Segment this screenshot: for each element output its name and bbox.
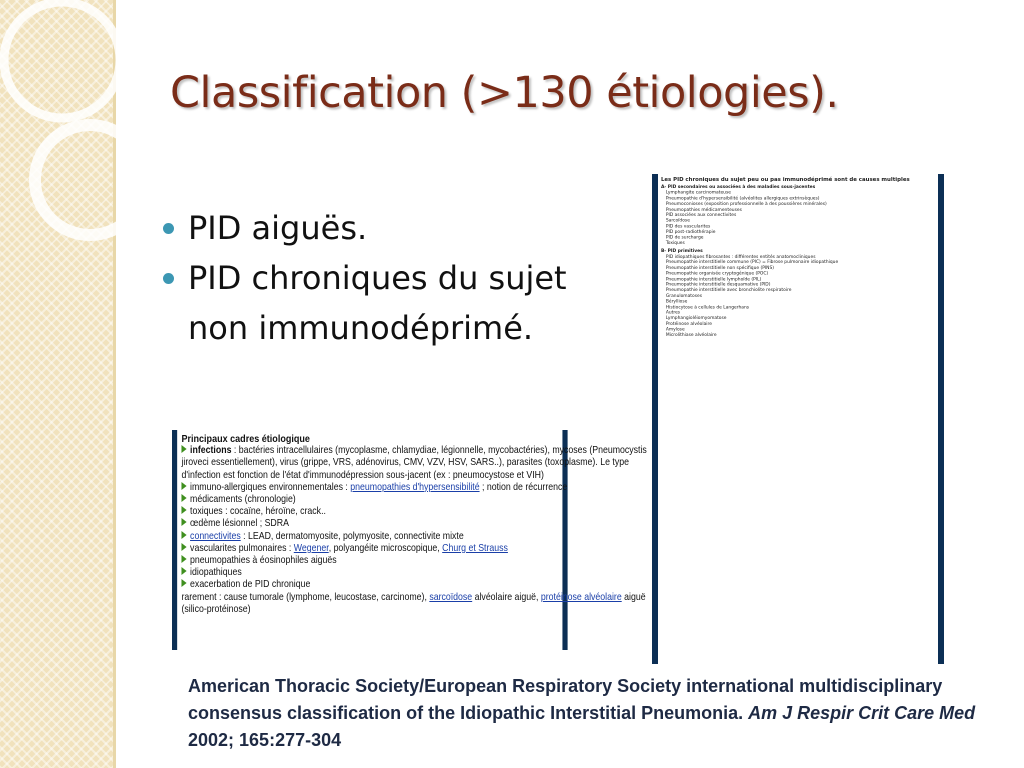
citation-text: American Thoracic Society/European Respiratory Society international multidisciplinary consensus classification of the Idiopathic Interstitial Pneumonia. — [188, 676, 943, 723]
etiology-link[interactable]: protéinose alvéolaire — [540, 591, 622, 603]
etiology-line — [181, 481, 568, 494]
etiology-text: d'infection est fonction de l'état d'immunodépression sous-jacent (ex : pneumocystose et VIH) — [181, 469, 544, 481]
document-line: Autres — [665, 310, 681, 316]
etiology-text: (silico-protéinose) — [181, 603, 251, 615]
document-line: Pneumopathie interstitielle commune (PIC) = Fibrose pulmonaire idiopathique — [665, 259, 839, 265]
etiology-text: , polyangéite microscopique, — [328, 542, 443, 554]
bullet-item — [160, 253, 580, 353]
document-line: Lymphangioléiomyomatose — [665, 315, 727, 321]
etiology-link[interactable]: Wegener — [293, 542, 329, 554]
slide-title: Classification (>130 étiologies). — [170, 68, 839, 118]
document-thumbnail-title: Les PID chroniques du sujet peu ou pas immunodéprimé sont de causes multiples — [660, 175, 910, 183]
document-line: Sarcoïdose — [665, 218, 690, 224]
document-line: Toxiques — [665, 240, 685, 246]
etiology-link[interactable]: Churg et Strauss — [442, 542, 508, 554]
etiology-text: : LEAD, dermatomyosite, polymyosite, connectivite mixte — [240, 530, 464, 542]
etiology-text: vascularites pulmonaires : — [190, 542, 294, 554]
etiology-figure — [172, 430, 647, 650]
green-arrow-icon — [181, 543, 186, 551]
etiology-line — [181, 457, 629, 469]
etiology-line — [181, 445, 647, 457]
document-line: Pneumopathie interstitielle non spécifique (PINS) — [665, 265, 774, 271]
document-line: PID de surcharge — [665, 235, 704, 240]
green-arrow-icon — [181, 518, 186, 526]
etiology-text: toxiques : cocaïne, héroïne, crack.. — [190, 506, 326, 518]
green-arrow-icon — [181, 494, 186, 502]
etiology-text: pneumopathies à éosinophiles aiguës — [190, 555, 337, 567]
document-line: PID des vascularites — [665, 223, 711, 229]
etiology-link[interactable]: pneumopathies d'hypersensibilité — [350, 481, 480, 493]
document-line: Amylose — [665, 326, 685, 332]
etiology-line — [181, 579, 556, 591]
etiology-text: médicaments (chronologie) — [190, 494, 296, 506]
document-line: Pneumopathie organisée cryptogénique (POC) — [665, 271, 769, 276]
green-arrow-icon — [181, 567, 186, 575]
etiology-line — [181, 506, 556, 518]
etiology-line — [181, 543, 556, 555]
bullet-dot-icon — [163, 223, 174, 234]
document-line: Protéinose alvéolaire — [665, 321, 712, 327]
document-line: Pneumopathie interstitielle lymphoïde (PIL) — [665, 276, 762, 282]
etiology-text: infections — [190, 445, 232, 457]
document-line: Lymphangite carcinomateuse — [665, 190, 731, 196]
etiology-line — [181, 494, 556, 506]
etiology-text: jiroveci essentiellement), virus (grippe, VRS, adénovirus, CMV, VZV, HSV, SARS..), parasites (toxoplasme). Le type — [181, 457, 629, 469]
citation — [188, 673, 988, 754]
etiology-line — [181, 604, 556, 616]
document-line: A- PID secondaires ou associées à des maladies sous-jacentes — [660, 184, 816, 190]
decorative-circles — [0, 0, 140, 300]
document-line: Pneumopathie interstitielle desquamative (PID) — [665, 282, 771, 288]
document-line: Bérylliose — [665, 299, 688, 304]
etiology-text: immuno-allergiques environnementales : — [190, 481, 351, 493]
etiology-text: : bactéries intracellulaires (mycoplasme, chlamydiae, légionnelle, mycobactéries), mycoses (Pneumocystis — [231, 445, 647, 457]
etiology-list — [181, 445, 647, 616]
bullet-item — [160, 203, 580, 253]
citation-reference: 2002; 165:277-304 — [188, 730, 342, 750]
etiology-link[interactable]: sarcoïdose — [429, 591, 473, 603]
document-line: Granulomatoses — [665, 293, 703, 299]
bullet-dot-icon — [163, 273, 174, 284]
etiology-text: aiguë — [621, 591, 646, 603]
green-arrow-icon — [181, 445, 186, 453]
etiology-line — [181, 567, 556, 579]
green-arrow-icon — [181, 506, 186, 514]
etiology-text: exacerbation de PID chronique — [190, 579, 311, 591]
document-line: Histiocytose à cellules de Langerhans — [665, 304, 750, 310]
document-thumbnail — [652, 174, 944, 664]
bullet-text: PID aiguës. — [188, 209, 368, 247]
document-line: Pneumopathies médicamenteuses — [665, 207, 742, 213]
document-line: PID associées aux connectivites — [665, 212, 737, 218]
document-line: Pneumopathie interstitielle avec bronchiolite respiratoire — [665, 287, 792, 293]
green-arrow-icon — [181, 555, 186, 563]
document-line: Microlithiase alvéolaire — [665, 332, 717, 338]
document-line: Pneumopathie d'hypersensibilité (alvéolites allergiques extrinsèques) — [665, 195, 820, 201]
document-thumbnail-lines — [661, 185, 938, 338]
citation-journal: Am J Respir Crit Care Med — [748, 703, 976, 723]
green-arrow-icon — [181, 482, 186, 490]
document-line: PID post-radiothérapie — [665, 229, 716, 235]
bullet-list — [160, 203, 580, 353]
etiology-text: alvéolaire aiguë, — [472, 591, 541, 603]
document-line: PID idiopathiques fibrosantes : différentes entités anatomocliniques — [665, 254, 816, 260]
etiology-heading: Principaux cadres étiologique — [181, 433, 310, 445]
etiology-line — [181, 555, 556, 567]
etiology-text: œdème lésionnel ; SDRA — [190, 518, 289, 530]
etiology-line — [181, 518, 556, 530]
green-arrow-icon — [181, 579, 186, 587]
document-thumbnail-content — [658, 174, 941, 340]
document-line: Pneumoconioses (exposition professionnelle à des poussières minérales) — [665, 201, 827, 207]
bullet-text: PID chroniques du sujet non immunodéprimé. — [188, 259, 567, 347]
etiology-link[interactable]: connectivites — [190, 530, 241, 542]
etiology-text: idiopathiques — [190, 567, 242, 579]
etiology-text: ; notion de récurrence — [479, 481, 568, 493]
etiology-line — [181, 591, 646, 604]
etiology-text: rarement : cause tumorale (lymphome, leucostase, carcinome), — [181, 591, 430, 603]
etiology-line — [181, 470, 556, 482]
etiology-line — [181, 531, 556, 543]
green-arrow-icon — [181, 531, 186, 539]
document-line: B- PID primitives — [660, 248, 703, 254]
